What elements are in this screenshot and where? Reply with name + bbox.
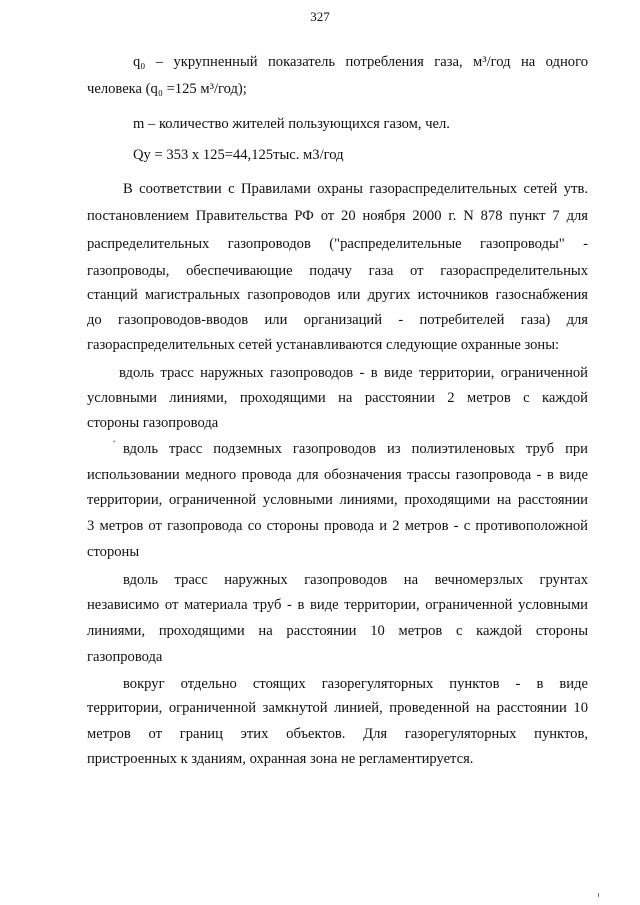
zone-3-line-1: вдоль трасс наружных газопроводов на вечномерзлых грунтах <box>123 572 588 588</box>
m-definition: m – количество жителей пользующихся газом, чел. <box>133 116 450 132</box>
zone-2-line-1: вдоль трасс подземных газопроводов из полиэтиленовых труб при <box>123 441 588 457</box>
intro-line-7: газораспределительных сетей устанавливаются следующие охранные зоны: <box>87 337 560 353</box>
zone-2-line-5: стороны <box>87 544 140 560</box>
intro-line-6: до газопроводов-вводов или организаций - потребителей газа) для <box>87 312 588 328</box>
zone-1-line-1: вдоль трасс наружных газопроводов - в виде территории, ограниченной <box>119 365 588 381</box>
zone-3-line-3: линиями, проходящими на расстоянии 10 метров с каждой стороны <box>87 623 588 639</box>
zone-2-line-3: территории, ограниченной условными линиями, проходящими на расстоянии <box>87 492 588 508</box>
zone-1-line-2: условными линиями, проходящими на расстоянии 2 метров с каждой <box>87 390 588 406</box>
intro-line-4: газопроводы, обеспечивающие подачу газа от газораспределительных <box>87 263 588 279</box>
q0-definition-line-2: человека (q₀ =125 м³/год); <box>87 81 247 97</box>
intro-line-2: постановлением Правительства РФ от 20 ноября 2000 г. N 878 пункт 7 для <box>87 208 588 224</box>
scan-speck <box>598 893 599 897</box>
zone-3-line-2: независимо от материала труб - в виде территории, ограниченной условными <box>87 597 588 613</box>
zone-4-line-4: пристроенных к зданиям, охранная зона не регламентируется. <box>87 751 474 767</box>
intro-line-3: распределительных газопроводов ("распределительные газопроводы" - <box>87 236 588 252</box>
stray-mark: ´ <box>112 438 116 452</box>
page-number: 327 <box>310 9 330 24</box>
zone-4-line-2: территории, ограниченной замкнутой линией, проведенной на расстоянии 10 <box>87 700 588 716</box>
zone-4-line-3: метров от границ этих объектов. Для газорегуляторных пунктов, <box>87 726 588 742</box>
zone-2-line-2: использовании медного провода для обозначения трассы газопровода - в виде <box>87 467 588 483</box>
zone-1-line-3: стороны газопровода <box>87 415 219 431</box>
q0-definition-line-1: q₀ – укрупненный показатель потребления газа, м³/год на одного <box>133 54 588 70</box>
intro-line-1: В соответствии с Правилами охраны газораспределительных сетей утв. <box>123 181 588 197</box>
intro-line-5: станций магистральных газопроводов или других источников газоснабжения <box>87 287 588 303</box>
zone-4-line-1: вокруг отдельно стоящих газорегуляторных пунктов - в виде <box>123 676 588 692</box>
formula: Qy = 353 x 125=44,125тыс. м3/год <box>133 147 344 163</box>
zone-2-line-4: 3 метров от газопровода со стороны провода и 2 метров - с противоположной <box>87 518 588 534</box>
zone-3-line-4: газопровода <box>87 649 163 665</box>
